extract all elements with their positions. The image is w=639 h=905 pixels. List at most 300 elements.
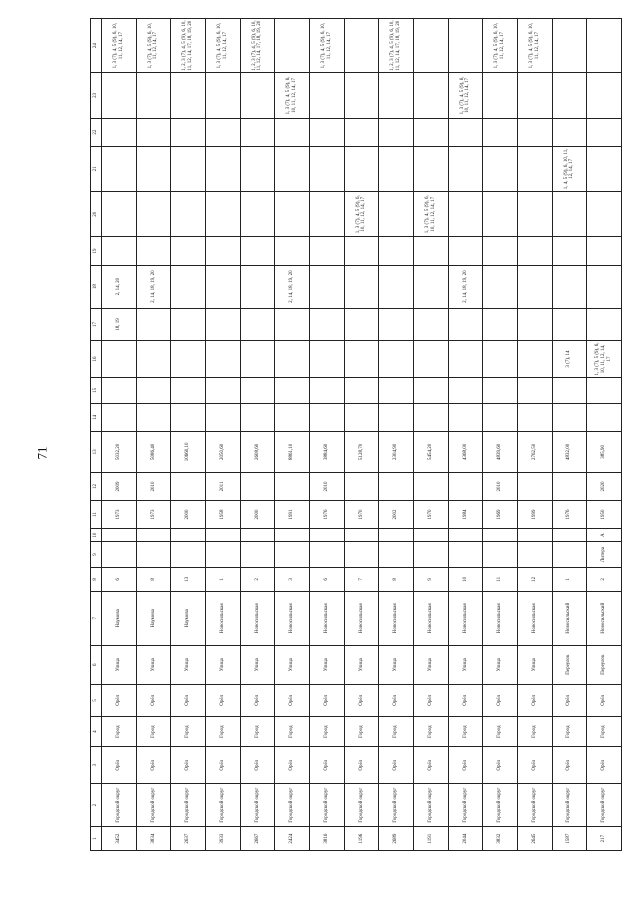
table-cell: Город [552,717,587,747]
table-cell [552,73,587,118]
table-cell: Улица [483,645,518,684]
table-cell: Новосильский [587,591,622,645]
table-cell [136,73,171,118]
table-cell [136,146,171,191]
table-cell [379,192,414,237]
column-header: 2 [91,784,102,827]
table-cell [275,341,310,378]
column-header: 21 [91,146,102,191]
table-cell [309,341,344,378]
table-cell [205,542,240,568]
table-cell [309,118,344,146]
table-cell [275,377,310,403]
table-cell [240,192,275,237]
table-cell [379,529,414,542]
table-cell [483,542,518,568]
table-cell: Орёл [379,747,414,784]
table-cell: 3933 [205,827,240,851]
table-cell [171,542,206,568]
table-cell [136,118,171,146]
table-cell [552,265,587,308]
table-cell [344,73,379,118]
table-cell [483,73,518,118]
table-cell: 3 (7), 14 [552,341,587,378]
table-cell [552,118,587,146]
table-cell: Орёл [483,747,518,784]
table-cell [171,308,206,340]
table-cell: Орёл [240,747,275,784]
table-cell: Наумова [102,591,137,645]
table-cell: Новосильская [483,591,518,645]
table-cell [587,192,622,237]
column-header: 6 [91,645,102,684]
table-cell: 1976 [309,501,344,529]
table-cell: 4368,00 [448,431,483,472]
table-cell: 5086,40 [136,431,171,472]
table-cell: Городской округ [240,784,275,827]
table-cell: 10 [448,567,483,591]
table-cell [379,403,414,431]
table-cell [483,192,518,237]
table-cell [517,237,552,265]
table-cell [448,472,483,500]
table-cell: 2689 [379,827,414,851]
table-cell: Городской округ [379,784,414,827]
table-cell: Улица [413,645,448,684]
table-cell [379,237,414,265]
table-cell: 2000 [171,501,206,529]
table-cell [552,19,587,73]
table-cell [275,472,310,500]
table-cell: Орёл [102,684,137,716]
table-cell [379,377,414,403]
table-cell: 1984 [448,501,483,529]
table-viewport [90,18,622,851]
table-cell [344,308,379,340]
table-cell: Орёл [205,684,240,716]
table-cell [413,265,448,308]
table-cell: 2762,50 [517,431,552,472]
table-cell [344,19,379,73]
table-cell [171,73,206,118]
column-header: 3 [91,747,102,784]
table-cell [517,308,552,340]
table-cell [205,73,240,118]
table-cell: 1958 [205,501,240,529]
table-cell: 2667 [240,827,275,851]
table-cell [309,542,344,568]
table-cell [240,265,275,308]
table-cell: Орёл [275,747,310,784]
table-cell: 6 [309,567,344,591]
table-cell: Город [205,717,240,747]
table-cell [171,529,206,542]
table-cell: Новосильская [344,591,379,645]
table-row [448,19,483,851]
column-header: 20 [91,192,102,237]
table-cell: Город [240,717,275,747]
table-cell [448,19,483,73]
table-cell: Орёл [552,747,587,784]
table-cell: Орёл [448,684,483,716]
table-cell: Орёл [240,684,275,716]
table-cell: 2645 [517,827,552,851]
table-cell: Новосильская [309,591,344,645]
table-cell: Городской округ [309,784,344,827]
table-cell [171,146,206,191]
table-cell [171,377,206,403]
table-cell: 1, 2, 3 (7), 4, 5 (9), 6, 10, 11, 12, 14, 17, 18, 19, 20 [171,19,206,73]
table-cell [413,146,448,191]
table-cell: Город [344,717,379,747]
table-cell: 2 [587,567,622,591]
table-cell [171,237,206,265]
column-header: 17 [91,308,102,340]
table-cell [309,146,344,191]
table-row [102,19,137,851]
table-cell: Улица [517,645,552,684]
table-cell [448,146,483,191]
table-cell [379,472,414,500]
table-cell [309,529,344,542]
table-cell: 9 [413,567,448,591]
table-cell [448,403,483,431]
table-cell [517,472,552,500]
table-cell: Город [483,717,518,747]
table-cell: Улица [448,645,483,684]
table-cell [483,237,518,265]
table-cell: 1991 [275,501,310,529]
table-cell [344,237,379,265]
table-row [517,19,552,851]
table-cell [552,542,587,568]
table-cell: Наумова [171,591,206,645]
table-cell: 1970 [344,501,379,529]
table-cell [552,377,587,403]
table-cell: 2020 [587,472,622,500]
table-cell: 1976 [552,501,587,529]
table-cell [205,341,240,378]
table-cell [552,237,587,265]
table-cell: 5454,20 [413,431,448,472]
table-cell [379,265,414,308]
table-cell: 2, 14, 20 [102,265,137,308]
table-cell [344,403,379,431]
table-cell [102,529,137,542]
column-header: 18 [91,265,102,308]
table-cell [344,265,379,308]
table-cell: 217 [587,827,622,851]
table-cell [379,542,414,568]
table-cell [448,341,483,378]
table-cell [344,118,379,146]
table-cell: Переулок [587,645,622,684]
table-cell [136,529,171,542]
table-cell: 5032,20 [102,431,137,472]
table-cell [136,308,171,340]
table-cell: Орёл [587,747,622,784]
table-cell: 1 [552,567,587,591]
table-cell [552,472,587,500]
table-cell [413,529,448,542]
table-cell: 11 [483,567,518,591]
table-cell [136,542,171,568]
table-cell [552,403,587,431]
column-header: 7 [91,591,102,645]
column-header: 12 [91,472,102,500]
table-cell: 8 [136,567,171,591]
table-cell: Улица [309,645,344,684]
table-cell [102,146,137,191]
table-cell [517,403,552,431]
table-cell: 1, 3 (7), 4, 5 (9), 6, 10, 11, 12, 14, 17 [344,192,379,237]
table-cell: 2 [240,567,275,591]
header-row [91,19,102,851]
table-cell [413,542,448,568]
table-cell [379,146,414,191]
table-cell [517,542,552,568]
table-cell: Улица [205,645,240,684]
table-cell [483,308,518,340]
table-cell: 1, 3 (7), 5 (9), 6, 10, 11, 12, 14, 17 [587,341,622,378]
table-cell: Город [413,717,448,747]
table-cell: 1, 3 (7), 4, 5 (9), 6, 10, 11, 12, 14, 17 [413,192,448,237]
column-header: 8 [91,567,102,591]
table-cell [344,542,379,568]
table-cell: Улица [102,645,137,684]
table-cell [448,529,483,542]
table-cell: Литера [587,542,622,568]
table-cell: 2, 14, 18, 19, 20 [275,265,310,308]
table-cell [102,192,137,237]
table-cell: 3834 [136,827,171,851]
table-cell: 2009 [102,472,137,500]
table-cell [587,403,622,431]
table-cell: Новосильская [275,591,310,645]
table-cell [413,403,448,431]
table-cell [517,118,552,146]
table-cell [102,542,137,568]
table-cell [413,73,448,118]
table-cell: 6 [102,567,137,591]
table-cell [136,341,171,378]
table-cell [171,118,206,146]
table-row [275,19,310,851]
table-cell: 3 [275,567,310,591]
table-cell [517,377,552,403]
table-cell: Орёл [344,684,379,716]
column-header: 1 [91,827,102,851]
table-cell [102,377,137,403]
table-cell [240,237,275,265]
table-cell: Город [448,717,483,747]
table-cell: Городской округ [587,784,622,827]
table-cell: 2304,90 [379,431,414,472]
table-cell [517,146,552,191]
table-cell: 8861,10 [275,431,310,472]
table-cell [205,377,240,403]
table-row [171,19,206,851]
table-row [136,19,171,851]
table-cell [344,529,379,542]
table-cell [379,341,414,378]
column-header: 4 [91,717,102,747]
table-cell: Орёл [205,747,240,784]
table-cell [205,529,240,542]
table-cell [587,237,622,265]
table-cell [448,542,483,568]
table-cell: 1950 [587,501,622,529]
table-cell: 2011 [205,472,240,500]
table-cell [587,146,622,191]
table-cell: 1999 [517,501,552,529]
table-cell: Наумова [136,591,171,645]
table-cell: 2608,60 [240,431,275,472]
table-cell [102,341,137,378]
table-cell: Городской округ [552,784,587,827]
table-cell: 2002 [379,501,414,529]
table-cell [552,192,587,237]
table-cell [275,118,310,146]
table-cell [483,146,518,191]
table-cell [448,118,483,146]
table-cell [587,377,622,403]
table-cell: Орёл [171,684,206,716]
table-cell [517,529,552,542]
table-cell: 1, 4, 5 (9), 6, 10, 11, 12, 14, 17 [552,146,587,191]
table-cell: 12 [517,567,552,591]
table-cell [275,146,310,191]
table-cell [483,377,518,403]
column-header: 24 [91,19,102,73]
table-cell [379,308,414,340]
table-cell: Улица [171,645,206,684]
table-cell: 1, 3 (7), 4, 5 (9), 6, 10, 11, 12, 14, 17 [517,19,552,73]
table-cell: 2010 [483,472,518,500]
table-cell [517,73,552,118]
table-row [205,19,240,851]
table-cell: 2637 [171,827,206,851]
table-cell [102,403,137,431]
column-header: 10 [91,529,102,542]
table-cell [240,542,275,568]
table-cell [309,308,344,340]
column-header: 11 [91,501,102,529]
table-cell [587,73,622,118]
table-cell [379,73,414,118]
table-cell [309,73,344,118]
table-cell [587,118,622,146]
table-cell: Городской округ [448,784,483,827]
table-cell [448,377,483,403]
table-cell [102,73,137,118]
table-cell [483,341,518,378]
table-cell [205,265,240,308]
table-cell: Городской округ [171,784,206,827]
table-cell [240,146,275,191]
table-cell [240,377,275,403]
table-cell: 1973 [102,501,137,529]
table-cell: А [587,529,622,542]
table-cell [205,146,240,191]
table-cell: Орёл [413,684,448,716]
table-cell: 2, 14, 18, 19, 20 [448,265,483,308]
table-cell [309,377,344,403]
table-cell: Орёл [309,747,344,784]
table-cell [483,403,518,431]
table-cell: 2, 14, 18, 19, 20 [136,265,171,308]
table-cell: Орёл [517,747,552,784]
table-cell: Орёл [517,684,552,716]
table-cell [587,308,622,340]
table-cell: 1, 3 (7), 4, 5 (9), 6, 10, 11, 12, 14, 17 [102,19,137,73]
table-cell: 2044 [448,827,483,851]
table-cell: Орёл [379,684,414,716]
table-cell: Новосильская [413,591,448,645]
table-cell [344,377,379,403]
table-row [379,19,414,851]
table-cell [171,341,206,378]
column-header: 13 [91,431,102,472]
table-cell: 1, 3 (7), 4, 5 (9), 6, 10, 11, 12, 14, 17 [275,73,310,118]
table-cell [205,192,240,237]
table-cell: Улица [240,645,275,684]
table-cell [483,265,518,308]
column-header: 16 [91,341,102,378]
column-header: 15 [91,377,102,403]
table-row [483,19,518,851]
table-row [309,19,344,851]
table-cell [136,237,171,265]
table-cell: Орёл [136,747,171,784]
table-row [587,19,622,851]
table-cell: 1196 [344,827,379,851]
table-cell: 1, 3 (7), 4, 5 (9), 6, 10, 11, 12, 14, 17 [448,73,483,118]
table-cell [240,73,275,118]
table-row [413,19,448,851]
table-cell: Городской округ [102,784,137,827]
column-header: 14 [91,403,102,431]
table-cell [483,118,518,146]
table-cell [275,237,310,265]
housing-registry-table [90,18,622,851]
page-number: 71 [34,446,50,460]
table-cell [205,118,240,146]
table-cell: 10660,10 [171,431,206,472]
table-cell [240,118,275,146]
table-cell [344,341,379,378]
table-cell [136,403,171,431]
table-cell: Городской округ [413,784,448,827]
table-cell: 2424 [275,827,310,851]
table-cell [240,529,275,542]
table-cell [136,192,171,237]
table-cell: Городской округ [344,784,379,827]
column-header: 5 [91,684,102,716]
table-cell [136,377,171,403]
table-cell [275,308,310,340]
table-cell: Орёл [275,684,310,716]
table-cell [309,265,344,308]
table-cell [275,529,310,542]
table-cell [240,472,275,500]
table-cell: Новосильская [517,591,552,645]
table-cell: 13 [171,567,206,591]
table-cell [205,403,240,431]
table-cell [171,265,206,308]
table-cell: 1, 3 (7), 4, 5 (9), 6, 10, 11, 12, 14, 17 [483,19,518,73]
table-cell: Улица [379,645,414,684]
